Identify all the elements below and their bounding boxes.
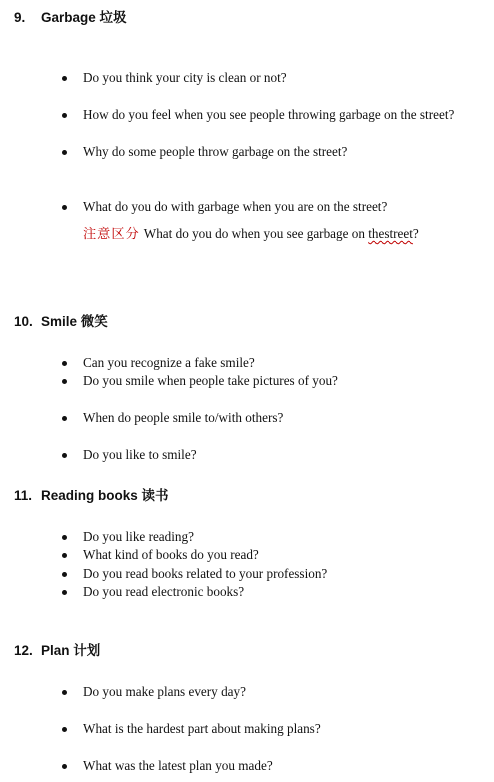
question-text: Do you smile when people take pictures of you?	[83, 373, 338, 388]
question-text: Can you recognize a fake smile?	[83, 355, 255, 370]
question-text: Do you make plans every day?	[83, 684, 246, 699]
section-heading-plan	[14, 643, 100, 659]
question-text: Why do some people throw garbage on the street?	[83, 144, 348, 159]
section-number: 12.	[14, 643, 33, 658]
note-text: What do you do when you see garbage on	[143, 226, 369, 241]
spellcheck-underlined-word: thestreet	[368, 226, 413, 241]
question-text: What kind of books do you read?	[83, 547, 259, 562]
bullet-icon	[62, 113, 67, 118]
bullet-icon	[62, 690, 67, 695]
section-number: 9.	[14, 10, 26, 25]
section-title: Reading books 读书	[41, 488, 169, 503]
bullet-icon	[62, 764, 67, 769]
question-text: How do you feel when you see people throwing garbage on the street?	[83, 107, 455, 122]
section-number: 10.	[14, 314, 33, 329]
question-text: Do you think your city is clean or not?	[83, 70, 287, 85]
bullet-icon	[62, 453, 67, 458]
bullet-icon	[62, 590, 67, 595]
question-text: What do you do with garbage when you are on the street?	[83, 199, 388, 214]
note-line	[83, 226, 419, 242]
section-title: Plan 计划	[41, 643, 101, 658]
bullet-icon	[62, 361, 67, 366]
bullet-icon	[62, 572, 67, 577]
bullet-icon	[62, 416, 67, 421]
question-text: Do you read electronic books?	[83, 584, 245, 599]
section-title: Smile 微笑	[41, 314, 108, 329]
note-label: 注意区分	[83, 226, 140, 241]
section-heading-garbage	[14, 10, 127, 26]
bullet-icon	[62, 727, 67, 732]
bullet-icon	[62, 205, 67, 210]
question-text: Do you like reading?	[83, 529, 194, 544]
note-text-end: ?	[412, 226, 419, 241]
bullet-icon	[62, 535, 67, 540]
section-title: Garbage 垃圾	[41, 10, 127, 25]
question-text: What was the latest plan you made?	[83, 758, 273, 773]
section-heading-reading-books	[14, 488, 169, 504]
question-text: Do you like to smile?	[83, 447, 197, 462]
question-text: Do you read books related to your profession?	[83, 566, 328, 581]
bullet-icon	[62, 150, 67, 155]
bullet-icon	[62, 553, 67, 558]
bullet-icon	[62, 379, 67, 384]
question-text: What is the hardest part about making plans?	[83, 721, 321, 736]
bullet-icon	[62, 76, 67, 81]
section-heading-smile	[14, 314, 108, 330]
question-text: When do people smile to/with others?	[83, 410, 284, 425]
section-number: 11.	[14, 488, 33, 503]
